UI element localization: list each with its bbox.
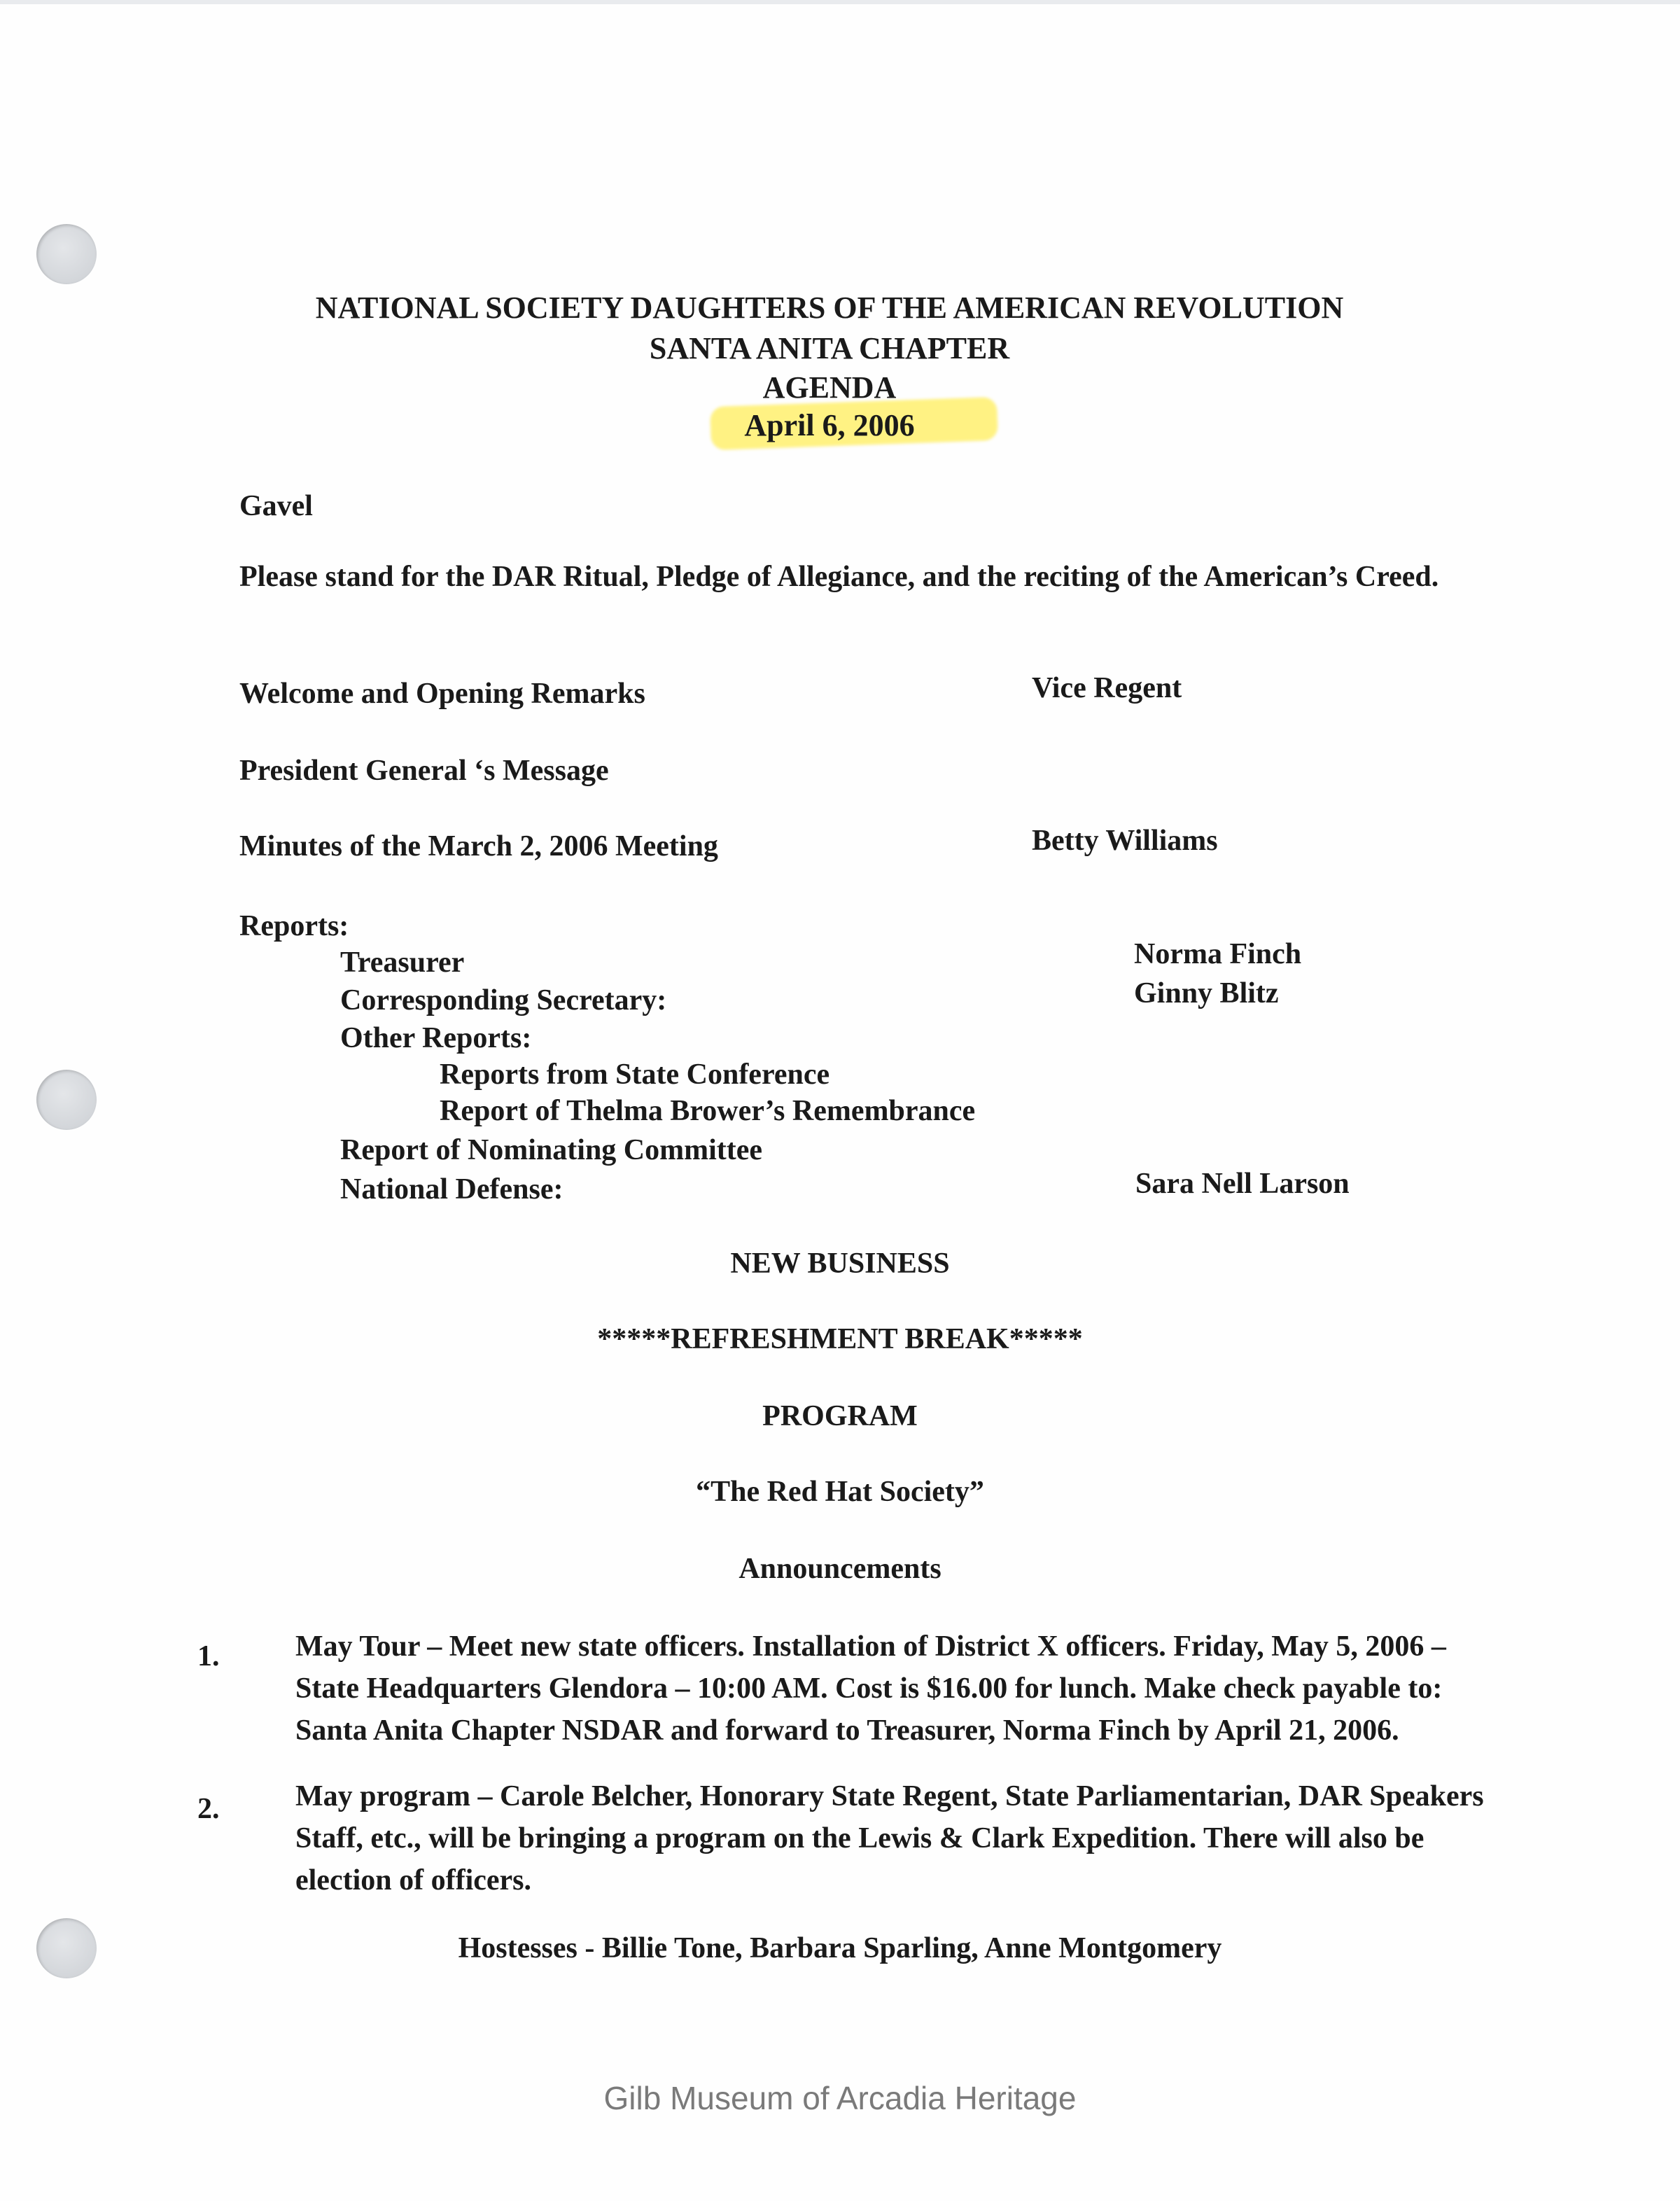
report-treasurer-person: Norma Finch bbox=[1134, 938, 1302, 970]
page-top-edge bbox=[0, 0, 1680, 4]
header-agenda: AGENDA bbox=[762, 370, 897, 405]
announcement-1-number: 1. bbox=[197, 1640, 220, 1672]
agenda-president-message: President General ‘s Message bbox=[239, 755, 609, 787]
punch-hole-middle bbox=[36, 1070, 97, 1130]
report-defense: National Defense: bbox=[340, 1173, 564, 1206]
report-state-conference: Reports from State Conference bbox=[440, 1058, 830, 1091]
report-other: Other Reports: bbox=[340, 1022, 532, 1054]
agenda-gavel: Gavel bbox=[239, 490, 313, 522]
announcement-2-number: 2. bbox=[197, 1793, 220, 1825]
museum-watermark: Gilb Museum of Arcadia Heritage bbox=[603, 2080, 1077, 2116]
report-treasurer: Treasurer bbox=[340, 946, 465, 979]
program-title: “The Red Hat Society” bbox=[696, 1476, 984, 1508]
header-chapter: SANTA ANITA CHAPTER bbox=[649, 331, 1010, 365]
report-thelma: Report of Thelma Brower’s Remembrance bbox=[440, 1095, 976, 1127]
agenda-welcome-person: Vice Regent bbox=[1032, 672, 1182, 704]
section-announcements: Announcements bbox=[738, 1553, 941, 1585]
header-organization: NATIONAL SOCIETY DAUGHTERS OF THE AMERICAN REVOLUTION bbox=[315, 291, 1344, 325]
agenda-ritual: Please stand for the DAR Ritual, Pledge of Allegiance, and the reciting of the American’s Creed. bbox=[239, 561, 1439, 593]
section-refreshment-break: *****REFRESHMENT BREAK***** bbox=[597, 1323, 1083, 1355]
agenda-reports-label: Reports: bbox=[239, 910, 349, 942]
section-new-business: NEW BUSINESS bbox=[730, 1248, 950, 1280]
section-program: PROGRAM bbox=[762, 1400, 918, 1432]
report-corresponding: Corresponding Secretary: bbox=[340, 984, 667, 1016]
agenda-minutes: Minutes of the March 2, 2006 Meeting bbox=[239, 830, 718, 862]
announcement-2-text: May program – Carole Belcher, Honorary State Regent, State Parliamentarian, DAR Speakers Staff, etc., will be bringing a program on the Lewis & Clark Expedition. There will also be election of officers. bbox=[295, 1780, 1484, 1896]
agenda-welcome: Welcome and Opening Remarks bbox=[239, 678, 645, 710]
announcement-1-text: May Tour – Meet new state officers. Installation of District X officers. Friday, May 5, 2006 – State Headquarters Glendora – 10:00 AM. Cost is $16.00 for lunch. Make check payable to: Santa Anita Chapter NSDAR and forward to Treasurer, Norma Finch by April 21, 2006. bbox=[295, 1630, 1446, 1747]
hostesses: Hostesses - Billie Tone, Barbara Sparling, Anne Montgomery bbox=[458, 1932, 1222, 1964]
report-corresponding-person: Ginny Blitz bbox=[1134, 977, 1279, 1009]
report-defense-person: Sara Nell Larson bbox=[1135, 1168, 1350, 1200]
header-date: April 6, 2006 bbox=[744, 408, 915, 442]
report-nominating: Report of Nominating Committee bbox=[340, 1134, 763, 1166]
agenda-minutes-person: Betty Williams bbox=[1032, 825, 1218, 857]
punch-hole-top bbox=[36, 224, 97, 284]
